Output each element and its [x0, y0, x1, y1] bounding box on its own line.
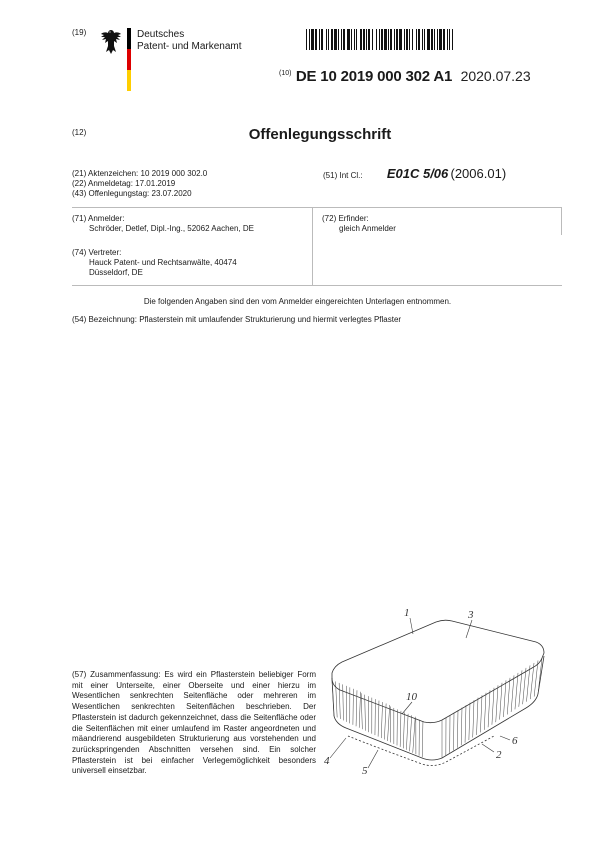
- flag-red-stripe: [127, 49, 131, 70]
- leader-1: [410, 618, 413, 634]
- publication-date-value: 23.07.2020: [151, 189, 192, 198]
- ref-numeral-6: 6: [512, 735, 518, 747]
- divider-bottom: [72, 285, 562, 286]
- agent-value-line2: Düsseldorf, DE: [89, 268, 143, 277]
- filing-date-label: Anmeldetag:: [88, 179, 133, 188]
- inid-code-57: (57): [72, 670, 87, 679]
- inventor-block: [322, 214, 396, 234]
- inid-code-21: (21): [72, 169, 87, 178]
- publication-date-row: [72, 189, 207, 199]
- divider-right: [561, 208, 562, 235]
- ipc-label: Int Cl.:: [339, 171, 363, 180]
- ipc-main-class: E01C 5/06: [386, 166, 449, 181]
- title-value: Pflasterstein mit umlaufender Strukturierung und hiermit verlegtes Pflaster: [139, 315, 402, 324]
- bibliographic-left: [72, 169, 207, 199]
- applicant-value: Schröder, Detlef, Dipl.-Ing., 52062 Aachen, DE: [89, 224, 254, 233]
- abstract: [72, 670, 316, 777]
- flag-stripe: [127, 28, 131, 91]
- leader-5: [368, 750, 378, 768]
- applicant-label: Anmelder:: [88, 214, 125, 223]
- office-name-line2: Patent- und Markenamt: [137, 41, 242, 52]
- leader-2: [482, 744, 494, 752]
- ipc-version: (2006.01): [450, 166, 507, 181]
- filing-number-row: [72, 169, 207, 179]
- flag-gold-stripe: [127, 70, 131, 91]
- filing-number-value: 10 2019 000 302.0: [140, 169, 208, 178]
- divider-vertical: [312, 208, 313, 285]
- publication-date: 2020.07.23: [460, 68, 531, 84]
- leader-6: [500, 736, 510, 740]
- inid-code-22: (22): [72, 179, 87, 188]
- inventor-label: Erfinder:: [338, 214, 369, 223]
- inid-code-51: (51): [323, 171, 338, 180]
- source-notice: Die folgenden Angaben sind den vom Anmelder eingereichten Unterlagen entnommen.: [143, 297, 452, 306]
- flag-black-stripe: [127, 28, 131, 49]
- leader-4: [330, 738, 346, 758]
- inid-code-43: (43): [72, 189, 87, 198]
- office-name: [137, 29, 242, 53]
- barcode: [306, 29, 552, 50]
- abstract-text: Es wird ein Pflasterstein beliebiger Form mit einer Unterseite, einer Oberseite und einer hierzu im Wesentlichen senkrechten Seitenfläche oder mehreren im Wesentlichen senkrechten Seitenflächen beschrieben. Der Pflasterstein ist dadurch gekennzeichnet, dass die Seitenfläche oder die Seitenflächen mit einer umlaufend im Raster angeordneten und mäandrierend ausgebildeten Strukturierung aus vorstehenden und zurückspringenden Abschnitten versehen sind. Ein solcher Pflasterstein ist bei einfacher Verlegemöglichkeit besonders universell einsetzbar.: [72, 670, 316, 776]
- inid-code-74: (74): [72, 248, 87, 257]
- inid-code-72: (72): [322, 214, 337, 223]
- agent-value-line1: Hauck Patent- und Rechtsanwälte, 40474: [89, 258, 237, 267]
- inid-code-71: (71): [72, 214, 87, 223]
- applicant-block: [72, 214, 254, 234]
- filing-date-row: [72, 179, 207, 189]
- leader-10: [402, 702, 412, 714]
- stone-bottom-edge: [334, 694, 538, 760]
- publication-number: DE 10 2019 000 302 A1: [295, 68, 453, 85]
- inid-code-10: (10): [279, 70, 292, 77]
- inid-code-54: (54): [72, 315, 87, 324]
- inventor-value: gleich Anmelder: [339, 224, 396, 233]
- leader-3: [466, 620, 472, 638]
- publication-line: [279, 68, 531, 86]
- paving-stone-drawing: [318, 598, 564, 786]
- divider-top: [72, 207, 562, 208]
- federal-eagle-icon: [99, 28, 123, 56]
- agent-label: Vertreter:: [88, 248, 122, 257]
- agent-block: [72, 248, 237, 278]
- publication-date-label: Offenlegungstag:: [88, 189, 150, 198]
- office-name-line1: Deutsches: [137, 29, 185, 40]
- filing-number-label: Aktenzeichen:: [88, 169, 139, 178]
- title-line: [72, 315, 401, 325]
- filing-date-value: 17.01.2019: [135, 179, 176, 188]
- ipc-classification: [323, 166, 507, 181]
- ref-numeral-1: 1: [404, 607, 410, 619]
- title-label: Bezeichnung:: [88, 315, 137, 324]
- ref-numeral-2: 2: [496, 749, 502, 761]
- abstract-label: Zusammenfassung:: [90, 670, 161, 679]
- ref-numeral-10: 10: [406, 691, 417, 703]
- document-type: Offenlegungsschrift: [248, 126, 392, 143]
- ref-numeral-4: 4: [324, 755, 330, 767]
- stone-top-face: [332, 620, 544, 722]
- inid-code-19: (19): [72, 28, 87, 37]
- ref-numeral-3: 3: [468, 609, 474, 621]
- inid-code-12: (12): [72, 128, 87, 137]
- ref-numeral-5: 5: [362, 765, 368, 777]
